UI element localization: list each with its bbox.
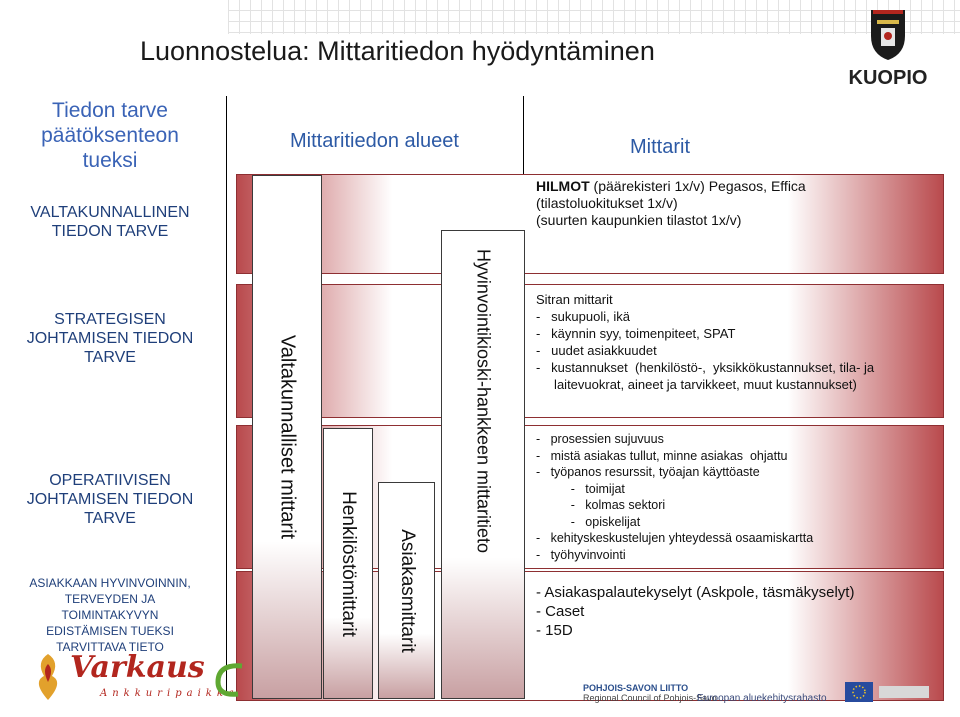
- middle-column-header: Mittaritiedon alueet: [290, 130, 459, 152]
- band1-text: [536, 178, 806, 229]
- eu-flag-logo-icon: [845, 678, 935, 706]
- band3-item: - kolmas sektori: [536, 498, 666, 512]
- band2-heading: Sitran mittarit: [536, 292, 613, 307]
- left-row-strategic: STRATEGISEN JOHTAMISEN TIEDON TARVE: [26, 311, 194, 366]
- swirl-logo-icon: [212, 660, 248, 700]
- varkaus-symbol-icon: [30, 652, 66, 702]
- left-row-customer: ASIAKKAAN HYVINVOINNIN, TERVEYDEN JA TOIMINTAKYVYN EDISTÄMISEN TUEKSI TARVITTAVA TIETO: [29, 576, 191, 654]
- band1-lead-bold: HILMOT: [536, 178, 590, 194]
- left-row-national: VALTAKUNNALLINEN TIEDON TARVE: [30, 204, 190, 240]
- left-row-operative: OPERATIIVISEN JOHTAMISEN TIEDON TARVE: [26, 472, 194, 527]
- band2-item: - käynnin syy, toimenpiteet, SPAT: [536, 326, 736, 341]
- band3-item: - prosessien sujuvuus: [536, 432, 664, 446]
- pohjois-savo-sub: Regional Council of Pohjois-Savo: [583, 693, 717, 703]
- bar-kiosk-metrics: [441, 230, 525, 699]
- band4-item: - Caset: [536, 603, 585, 620]
- right-column-header: Mittarit: [630, 136, 690, 158]
- kuopio-wordmark: KUOPIO: [848, 67, 928, 89]
- varkaus-logo: [30, 648, 239, 714]
- bar-staff-metrics-label: Henkilöstömittarit: [338, 490, 359, 637]
- bar-kiosk-metrics-label: Hyvinvointikioski-hankkeen mittaritieto: [473, 248, 494, 554]
- band1-lead: [536, 178, 806, 195]
- band3-item: - mistä asiakas tullut, minne asiakas ohjattu: [536, 448, 788, 463]
- bar-national-metrics: [252, 175, 322, 699]
- bar-customer-metrics: [378, 482, 435, 699]
- kuopio-logo: [848, 6, 928, 98]
- left-column-header: Tiedon tarve päätöksenteon tueksi: [41, 99, 179, 172]
- band2-item: - kustannukset (henkilöstö-, yksikkökustannukset, tila- ja: [536, 360, 875, 375]
- band4-text: [536, 583, 854, 640]
- varkaus-subtitle: Ankkuripaikka: [100, 688, 239, 699]
- pohjois-savo-name: POHJOIS-SAVON LIITTO: [583, 683, 689, 693]
- coat-of-arms-icon: [867, 6, 909, 62]
- band3-item: - opiskelijat: [536, 514, 641, 529]
- band3-item: - työhyvinvointi: [536, 547, 626, 562]
- bar-staff-metrics: [323, 428, 373, 699]
- band2-item: laitevuokrat, aineet ja tarvikkeet, muut kustannukset): [536, 377, 857, 392]
- varkaus-wordmark: Varkaus: [70, 650, 205, 685]
- band2-item: - sukupuoli, ikä: [536, 309, 630, 324]
- band2-item: - uudet asiakkuudet: [536, 343, 657, 358]
- band3-item: - toimijat: [536, 481, 625, 496]
- band3-text: [536, 431, 813, 563]
- band1-line: (suurten kaupunkien tilastot 1x/v): [536, 212, 742, 228]
- column-divider-left: [226, 96, 227, 696]
- band4-item: - Asiakaspalautekyselyt (Askpole, täsmäkyselyt): [536, 584, 855, 601]
- band4-item: - 15D: [536, 622, 573, 639]
- band1-lead-rest: (päärekisteri 1x/v) Pegasos, Effica: [589, 178, 806, 194]
- bar-national-metrics-label: Valtakunnalliset mittarit: [276, 334, 299, 540]
- band3-item: - kehityskeskustelujen yhteydessä osaamiskartta: [536, 531, 814, 545]
- eu-fund-text: Euroopan aluekehitysrahasto: [697, 693, 827, 704]
- bar-customer-metrics-label: Asiakasmittarit: [396, 528, 418, 653]
- band2-text: [536, 291, 874, 393]
- band1-line: (tilastoluokitukset 1x/v): [536, 195, 678, 211]
- band3-item: - työpanos resurssit, työajan käyttöaste: [536, 465, 760, 479]
- slide-title: Luonnostelua: Mittaritiedon hyödyntäminen: [140, 36, 655, 66]
